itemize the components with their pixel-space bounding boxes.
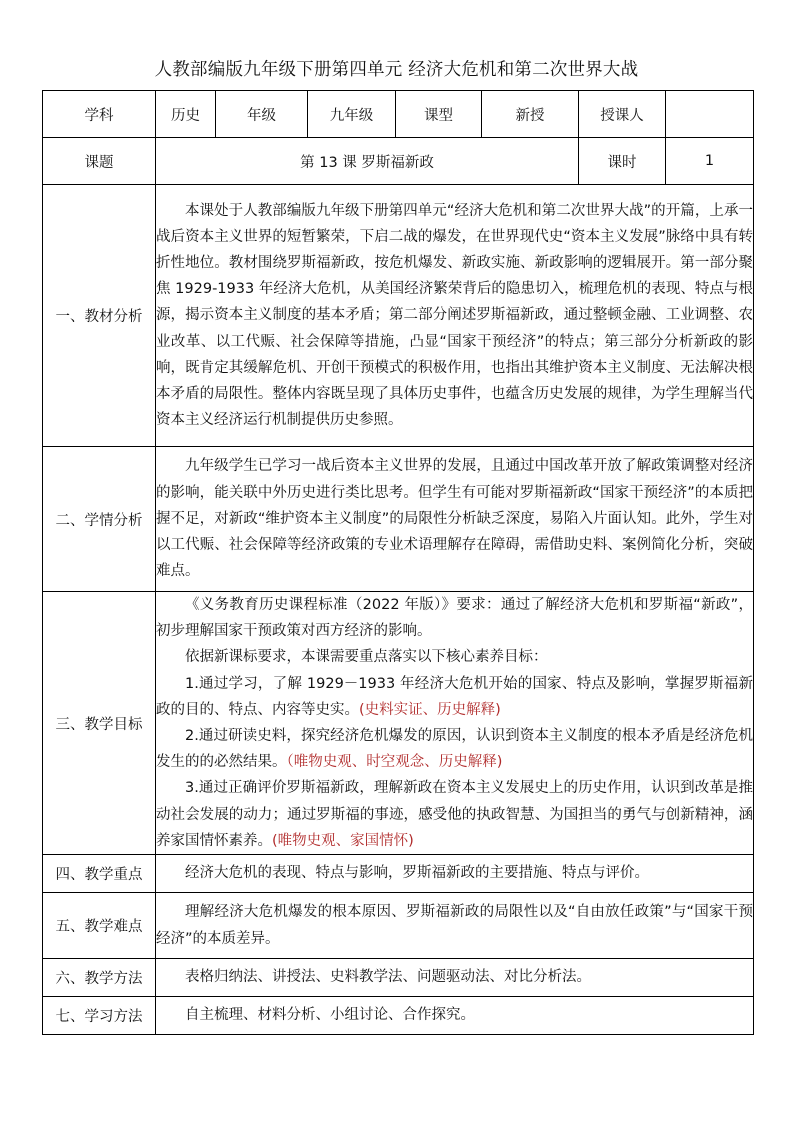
section-text: 经济大危机的表现、特点与影响，罗斯福新政的主要措施、特点与评价。 — [185, 865, 649, 882]
objective-literacy-tag: (史料实证、历史解释) — [359, 701, 501, 718]
header-row-topic — [43, 138, 754, 185]
section-text: 自主梳理、材料分析、小组讨论、合作探究。 — [185, 1007, 475, 1024]
lesson-type-label: 课型 — [396, 91, 482, 138]
objective-item — [156, 723, 753, 775]
section-text: 九年级学生已学习一战后资本主义世界的发展，且通过中国改革开放了解政策调整对经济的影响，能关联中外历史进行类比思考。但学生有可能对罗斯福新政“国家干预经济”的本质把握不足，对新政“维护资本主义制度”的局限性分析缺乏深度，易陷入片面认知。此外，学生对以工代赈、社会保障等经济政策的专业术语理解存在障碍，需借助史料、案例简化分析，突破难点。 — [156, 458, 753, 580]
section-text: 本课处于人教部编版九年级下册第四单元“经济大危机和第二次世界大战”的开篇，上承一战后资本主义世界的短暂繁荣，下启二战的爆发，在世界现代史“资本主义发展”脉络中具有转折性地位。教材围绕罗斯福新政，按危机爆发、新政实施、新政影响的逻辑展开。第一部分聚焦 1929-1933 年经济大危机，从美国经济繁荣背后的隐患切入，梳理危机的表现、特点与根源，揭示资本主义制度的基本矛盾；第二部分阐述罗斯福新政，通过整顿金融、工业调整、农业改革、以工代赈、社会保障等措施，凸显“国家干预经济”的特点；第三部分分析新政的影响，既肯定其缓解危机、开创干预模式的积极作用，也指出其维护资本主义制度、无法解决根本矛盾的局限性。整体内容既呈现了具体历史事件，也蕴含历史发展的规律，为学生理解当代资本主义经济运行机制提供历史参照。 — [156, 202, 753, 429]
section-learner-analysis — [43, 447, 754, 592]
header-row-basic — [43, 91, 754, 138]
hours-label: 课时 — [579, 138, 666, 185]
teacher-label: 授课人 — [579, 91, 666, 138]
section-key-points — [43, 855, 754, 893]
topic-label: 课题 — [43, 138, 156, 185]
grade-label: 年级 — [216, 91, 308, 138]
section-learning-methods — [43, 997, 754, 1035]
objective-item — [156, 775, 753, 854]
section-teaching-methods — [43, 959, 754, 997]
section-text: 表格归纳法、讲授法、史料教学法、问题驱动法、对比分析法。 — [185, 969, 591, 986]
objective-item — [156, 671, 753, 723]
objective-text: 1.通过学习，了解 1929－1933 年经济大危机开始的国家、特点及影响，掌握罗斯福新政的目的、特点、内容等史实。 — [156, 675, 753, 718]
objective-text: 2.通过研读史料，探究经济危机爆发的原因，认识到资本主义制度的根本矛盾是经济危机发生的的必然结果。 — [156, 728, 753, 771]
hours-value: 1 — [666, 138, 754, 185]
objective-text: 3.通过正确评价罗斯福新政，理解新政在资本主义发展史上的历史作用，认识到改革是推动社会发展的动力；通过罗斯福的事迹，感受他的执政智慧、为国担当的勇气与创新精神，涵养家国情怀素养。 — [156, 780, 753, 849]
document-title: 人教部编版九年级下册第四单元 经济大危机和第二次世界大战 — [154, 60, 639, 80]
subject-value: 历史 — [156, 91, 216, 138]
section-teaching-objectives — [43, 592, 754, 855]
subject-label: 学科 — [43, 91, 156, 138]
lesson-plan-table — [42, 90, 754, 1035]
section-label: 七、学习方法 — [43, 997, 156, 1035]
section-difficulties — [43, 893, 754, 959]
section-label: 五、教学难点 — [43, 893, 156, 959]
teacher-value — [666, 91, 754, 138]
section-label: 六、教学方法 — [43, 959, 156, 997]
lesson-type-value: 新授 — [482, 91, 579, 138]
section-text: 理解经济大危机爆发的根本原因、罗斯福新政的局限性以及“自由放任政策”与“国家干预经济”的本质差异。 — [156, 904, 753, 947]
objectives-curriculum-standard: 《义务教育历史课程标准（2022 年版）》要求：通过了解经济大危机和罗斯福“新政”，初步理解国家干预政策对西方经济的影响。 — [156, 597, 753, 640]
topic-value: 第 13 课 罗斯福新政 — [156, 138, 579, 185]
section-label: 二、学情分析 — [43, 447, 156, 592]
section-label: 四、教学重点 — [43, 855, 156, 893]
objective-literacy-tag: (唯物史观、家国情怀) — [272, 832, 414, 849]
section-textbook-analysis — [43, 185, 754, 447]
section-label: 一、教材分析 — [43, 185, 156, 447]
objectives-intro: 依据新课标要求，本课需要重点落实以下核心素养目标： — [185, 649, 548, 666]
objective-literacy-tag: （唯物史观、时空观念、历史解释) — [286, 754, 503, 771]
section-label: 三、教学目标 — [43, 592, 156, 855]
grade-value: 九年级 — [308, 91, 396, 138]
